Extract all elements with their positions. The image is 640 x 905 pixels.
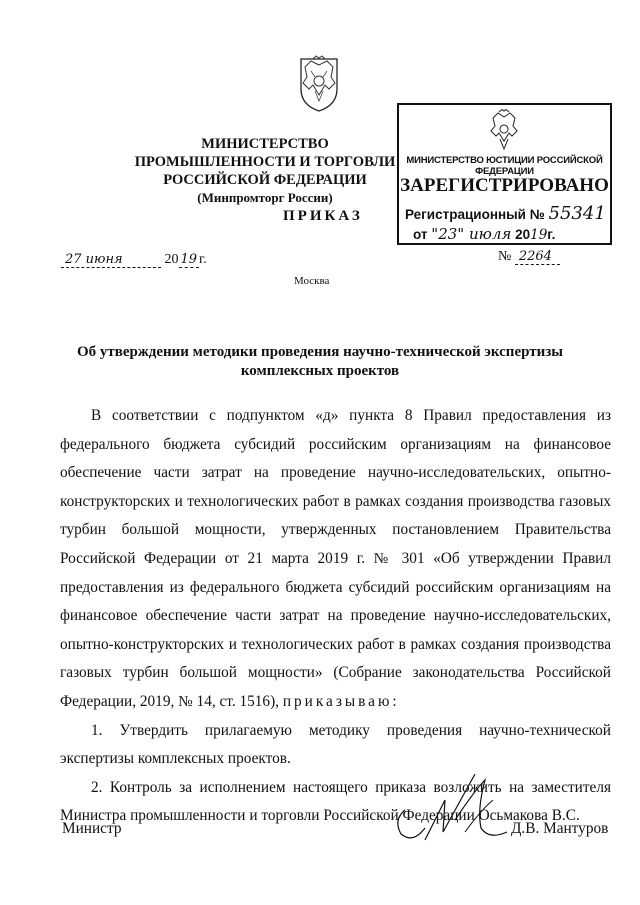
registration-stamp	[397, 103, 612, 245]
stamp-date-year: 19	[530, 227, 548, 243]
document-type: ПРИКАЗ	[283, 208, 363, 224]
stamp-organization: МИНИСТЕРСТВО ЮСТИЦИИ РОССИЙСКОЙ ФЕДЕРАЦИИ	[406, 155, 603, 177]
coat-of-arms-icon	[297, 55, 341, 113]
stamp-emblem-icon	[487, 109, 521, 153]
ministry-header	[120, 135, 410, 207]
stamp-reg-number: 55341	[548, 203, 606, 224]
ministry-name-line1: МИНИСТЕРСТВО ПРОМЫШЛЕННОСТИ И ТОРГОВЛИ	[134, 136, 396, 170]
title-line1: Об утверждении методики проведения научно-технической экспертизы	[76, 344, 564, 360]
order-date-suffix: г.	[199, 252, 207, 267]
order-date-year: 19	[180, 252, 198, 267]
body-paragraph-1	[60, 402, 611, 717]
document-title	[60, 343, 580, 381]
stamp-date-value: "23" июля	[431, 225, 512, 243]
order-date-day-month: 27 июня	[61, 252, 161, 268]
stamp-reg-label: Регистрационный №	[405, 207, 545, 222]
stamp-registration-number	[405, 203, 606, 224]
order-number-value: 2264	[515, 249, 560, 265]
stamp-date-suffix: г.	[547, 227, 556, 242]
stamp-registration-date	[413, 225, 555, 243]
document-body	[60, 402, 611, 831]
ministry-short-name: (Минпромторг России)	[197, 190, 333, 205]
body-paragraph-3: 2. Контроль за исполнением настоящего приказа возложить на заместителя Министра промышленности и торговли Российской Федерации Осьмакова В.С.	[60, 778, 611, 825]
order-date	[61, 252, 207, 268]
ministry-name-line2: РОССИЙСКОЙ ФЕДЕРАЦИИ	[163, 172, 367, 188]
body-paragraph-1-order-word: приказываю:	[282, 692, 400, 710]
stamp-date-prefix: от	[413, 227, 428, 242]
stamp-registered-label: ЗАРЕГИСТРИРОВАНО	[400, 175, 609, 196]
signer-position: Министр	[62, 820, 122, 837]
order-number	[498, 249, 560, 265]
body-paragraph-1-text: В соответствии с подпунктом «д» пункта 8 Правил предоставления из федерального бюджета субсидий российским организациям на финансовое обеспечение части затрат на проведение научно-исследовательских, опытно-конструкторских и технологических работ в рамках создания производства газовых турбин большой мощности, утвержденных постановлением Правительства Российской Федерации от 21 марта 2019 г. № 301 «Об утверждении Правил предоставления из федерального бюджета субсидий российским организациям на финансовое обеспечение части затрат на проведение научно-исследовательских, опытно-конструкторских и технологических работ в рамках создания производства газовых турбин большой мощности» (Собрание законодательства Российской Федерации, 2019, № 14, ст. 1516),	[60, 407, 611, 710]
city-name: Москва	[294, 275, 330, 287]
body-paragraph-2: 1. Утвердить прилагаемую методику проведения научно-технической экспертизы комплексных проектов.	[60, 721, 611, 768]
title-line2: комплексных проектов	[240, 363, 400, 379]
stamp-date-year-prefix: 20	[515, 227, 531, 242]
order-date-year-prefix: 20	[164, 252, 179, 267]
signer-name: Д.В. Мантуров	[511, 820, 609, 837]
handwritten-signature-icon	[385, 770, 515, 850]
order-number-label: №	[498, 249, 512, 264]
